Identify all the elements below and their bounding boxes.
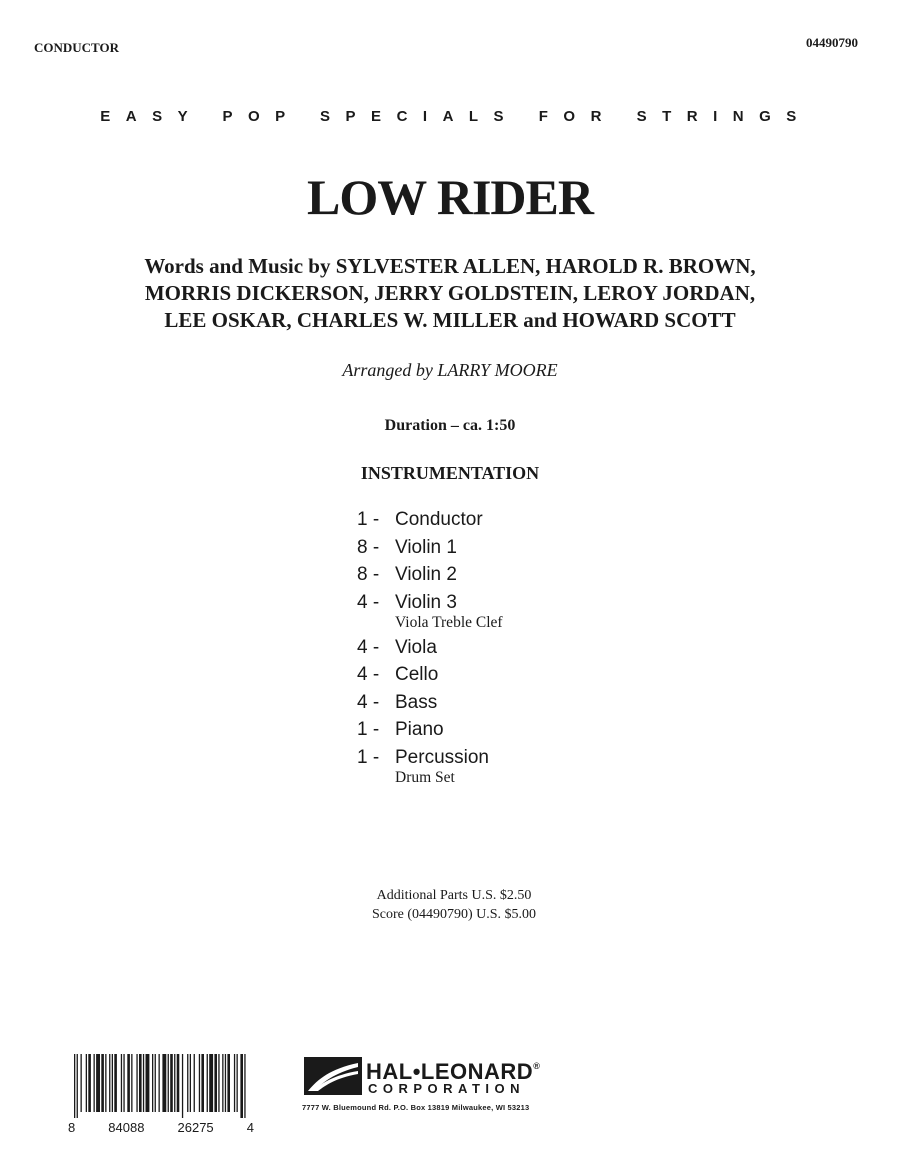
arranger-credit: Arranged by LARRY MOORE [342, 360, 558, 380]
instrument-name: Percussion [395, 746, 489, 768]
song-title: LOW RIDER [307, 169, 593, 225]
instrument-qty: 1 - [357, 719, 380, 740]
instrument-qty: 4 - [357, 591, 380, 613]
series-title: EASY POP SPECIALS FOR STRINGS [100, 108, 812, 125]
instrument-qty: 1 - [357, 746, 380, 768]
instrument-name: Piano [395, 719, 444, 740]
barcode-digits [68, 1120, 254, 1135]
instrument-name: Conductor [395, 509, 483, 530]
publisher-logo [302, 1055, 602, 1125]
composer-credits [0, 253, 900, 334]
barcode-digit-group: 84088 [108, 1120, 145, 1135]
instrument-name: Violin 1 [395, 536, 457, 558]
instrument-name: Viola [395, 636, 437, 658]
credits-line-2: MORRIS DICKERSON, JERRY GOLDSTEIN, LEROY JORDAN, [144, 281, 756, 305]
instrument-item [357, 563, 503, 587]
instrument-qty: 4 - [357, 664, 380, 685]
barcode [68, 1054, 254, 1135]
catalog-number: 04490790 [806, 35, 858, 50]
barcode-digit-group: 4 [246, 1120, 254, 1135]
instrument-item [357, 691, 503, 715]
instrument-note: Drum Set [395, 768, 455, 786]
parts-price: Additional Parts U.S. $2.50 [376, 888, 532, 903]
instrument-qty: 8 - [357, 536, 380, 558]
instrument-item [357, 508, 503, 532]
instrumentation-heading: INSTRUMENTATION [360, 463, 540, 483]
instrument-name: Violin 2 [395, 564, 457, 585]
instrument-item [357, 536, 503, 560]
score-price: Score (04490790) U.S. $5.00 [371, 907, 537, 922]
instrument-name: Cello [395, 664, 439, 685]
instrument-item [357, 636, 503, 660]
instrumentation-list [357, 508, 503, 791]
instrument-qty: 4 - [357, 691, 380, 713]
barcode-digit-group: 8 [68, 1120, 76, 1135]
publisher-address: 7777 W. Bluemound Rd. P.O. Box 13819 Milwaukee, WI 53213 [302, 1103, 530, 1112]
instrument-name: Violin 3 [395, 591, 457, 613]
credits-line-3: LEE OSKAR, CHARLES W. MILLER and HOWARD SCOTT [164, 308, 736, 332]
barcode-bars [70, 1054, 250, 1118]
part-label: CONDUCTOR [34, 40, 119, 55]
instrument-item [357, 663, 503, 687]
instrument-note: Viola Treble Clef [395, 613, 503, 631]
instrument-qty: 8 - [357, 564, 380, 585]
duration: Duration – ca. 1:50 [384, 417, 516, 434]
instrument-item [357, 746, 503, 787]
publisher-corporation: CORPORATION [368, 1081, 526, 1096]
instrument-qty: 4 - [357, 636, 380, 658]
hal-leonard-mark-icon [304, 1057, 362, 1095]
instrument-name: Bass [395, 691, 438, 713]
instrument-item [357, 718, 503, 742]
price-info [0, 886, 900, 924]
publisher-name: HAL•LEONARD® [366, 1059, 541, 1084]
barcode-digit-group: 26275 [177, 1120, 214, 1135]
instrument-qty: 1 - [357, 509, 380, 530]
instrument-item [357, 591, 503, 632]
credits-line-1: Words and Music by SYLVESTER ALLEN, HAROLD R. BROWN, [144, 254, 756, 278]
